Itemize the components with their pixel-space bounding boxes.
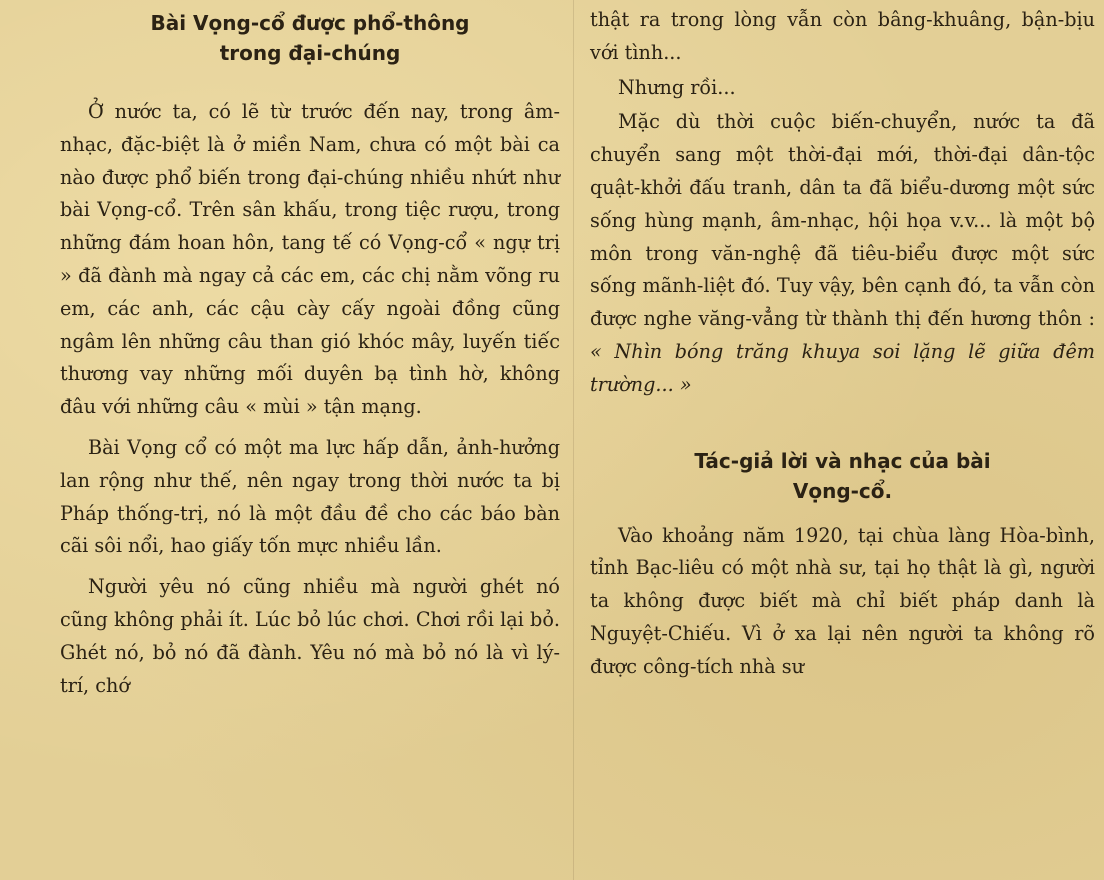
column-divider [573, 0, 574, 880]
paragraph-continued: thật ra trong lòng vẫn còn bâng-khuâng, bận-bịu với tình... [590, 8, 1095, 64]
paragraph-but-then: Nhưng rồi... [618, 75, 736, 99]
paragraph-intro: Ở nước ta, có lẽ từ trước đến nay, trong âm-nhạc, đặc-biệt là ở miền Nam, chưa có một bài ca nào được phổ biến trong đại-chúng nhiều nhứt như bài Vọng-cổ. Trên sân khấu, trong tiệc rượu, trong những đám hoan hôn, tang tế có Vọng-cổ « ngự trị » đã đành mà ngay cả các em, các chị nằm võng ru em, các anh, các cậu cày cấy ngoài đồng cũng ngâm lên những câu than gió khóc mây, luyến tiếc thương vay những mối duyên bạ tình hờ, không đâu với những câu « mùi » tận mạng. [60, 100, 560, 419]
right-column [590, 0, 1095, 880]
paragraph-love-hate: Người yêu nó cũng nhiều mà người ghét nó cũng không phải ít. Lúc bỏ lúc chơi. Chơi rồi lại bỏ. Ghét nó, bỏ nó đã đành. Yêu nó mà bỏ nó là vì lý-trí, chớ [60, 575, 560, 697]
article-heading [60, 0, 560, 68]
section-heading-author [590, 446, 1095, 506]
left-column [60, 0, 560, 880]
song-quote: « Nhìn bóng trăng khuya soi lặng lẽ giữa đêm trường... » [590, 339, 1095, 396]
section-heading-line-1: Tác-giả lời và nhạc của bài [694, 448, 991, 473]
paragraph-around-1920: Vào khoảng năm 1920, tại chùa làng Hòa-bình, tỉnh Bạc-liêu có một nhà sư, tại họ thật là gì, người ta không được biết mà chỉ biết pháp danh là Nguyệt-Chiếu. Vì ở xa lại nên người ta không rõ được công-tích nhà sư [590, 523, 1095, 678]
paragraph-despite [590, 106, 1095, 401]
heading-line-2: trong đại-chúng [219, 41, 401, 65]
paragraph-influence: Bài Vọng cổ có một ma lực hấp dẫn, ảnh-hưởng lan rộng như thế, nên ngay trong thời nước ta bị Pháp thống-trị, nó là một đầu đề cho các báo bàn cãi sôi nổi, hao giấy tốn mực nhiều lần. [60, 435, 560, 558]
paragraph-despite-text: Mặc dù thời cuộc biến-chuyển, nước ta đã chuyển sang một thời-đại mới, thời-đại dân-tộc quật-khởi đấu tranh, dân ta đã biểu-dương một sức sống hùng mạnh, âm-nhạc, hội họa v.v... là một bộ môn trong văn-nghệ đã tiêu-biểu được một sức sống mãnh-liệt đó. Tuy vậy, bên cạnh đó, ta vẫn còn được nghe văng-vẳng từ thành thị đến hương thôn : [590, 110, 1095, 331]
heading-line-1: Bài Vọng-cổ được phổ-thông [150, 11, 470, 35]
section-heading-line-2: Vọng-cổ. [792, 478, 893, 503]
